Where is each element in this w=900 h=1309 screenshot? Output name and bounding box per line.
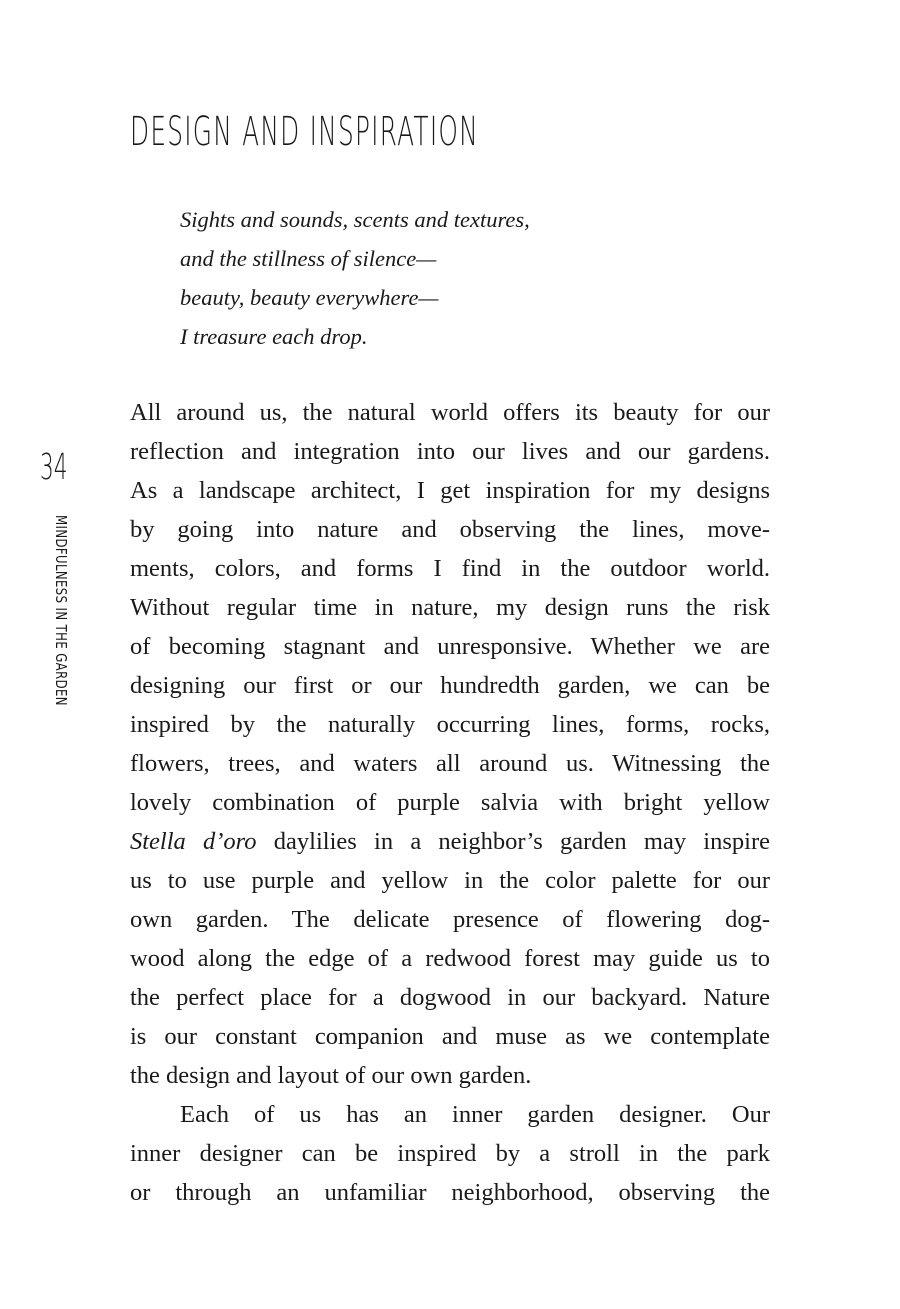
text-line: own garden. The delicate presence of flowering dog- (130, 906, 770, 933)
chapter-title: DESIGN AND INSPIRATION (130, 109, 479, 155)
text-line: lovely combination of purple salvia with bright yellow (130, 789, 770, 816)
italic-plant-name: Stella d’oro (130, 828, 257, 855)
body-text (130, 393, 770, 1212)
text-line: the design and layout of our own garden. (130, 1062, 532, 1089)
text-line: Without regular time in nature, my design runs the risk (130, 594, 770, 621)
epigraph-line: and the stillness of silence— (180, 246, 437, 271)
text-line: wood along the edge of a redwood forest may guide us to (130, 945, 770, 972)
text-line: All around us, the natural world offers its beauty for our (130, 399, 770, 426)
text-line (130, 822, 770, 861)
epigraph-line: beauty, beauty everywhere— (180, 285, 439, 310)
text-line: of becoming stagnant and unresponsive. Whether we are (130, 633, 770, 660)
text-line: by going into nature and observing the lines, move- (130, 516, 770, 543)
text-line: inspired by the naturally occurring lines, forms, rocks, (130, 711, 770, 738)
epigraph (180, 200, 530, 356)
text-line: flowers, trees, and waters all around us. Witnessing the (130, 750, 770, 777)
text-line: the perfect place for a dogwood in our backyard. Nature (130, 984, 770, 1011)
text-line: designing our first or our hundredth garden, we can be (130, 672, 770, 699)
text-line: is our constant companion and muse as we contemplate (130, 1023, 770, 1050)
text-line: As a landscape architect, I get inspiration for my designs (130, 477, 770, 504)
text-line: us to use purple and yellow in the color palette for our (130, 867, 770, 894)
running-head: MINDFULNESS IN THE GARDEN (52, 515, 70, 706)
text-line: reflection and integration into our lives and our gardens. (130, 438, 770, 465)
epigraph-line: I treasure each drop. (180, 324, 368, 349)
text-line: or through an unfamiliar neighborhood, observing the (130, 1179, 770, 1206)
text-line: ments, colors, and forms I find in the outdoor world. (130, 555, 770, 582)
epigraph-line: Sights and sounds, scents and textures, (180, 207, 530, 232)
body-paragraph-2 (130, 1095, 770, 1212)
body-paragraph-1 (130, 393, 770, 1095)
text-line: Each of us has an inner garden designer. Our (180, 1101, 770, 1128)
text-line-rest: daylilies in a neighbor’s garden may inspire (256, 828, 770, 855)
page-number: 34 (40, 447, 68, 488)
text-line: inner designer can be inspired by a stroll in the park (130, 1140, 770, 1167)
